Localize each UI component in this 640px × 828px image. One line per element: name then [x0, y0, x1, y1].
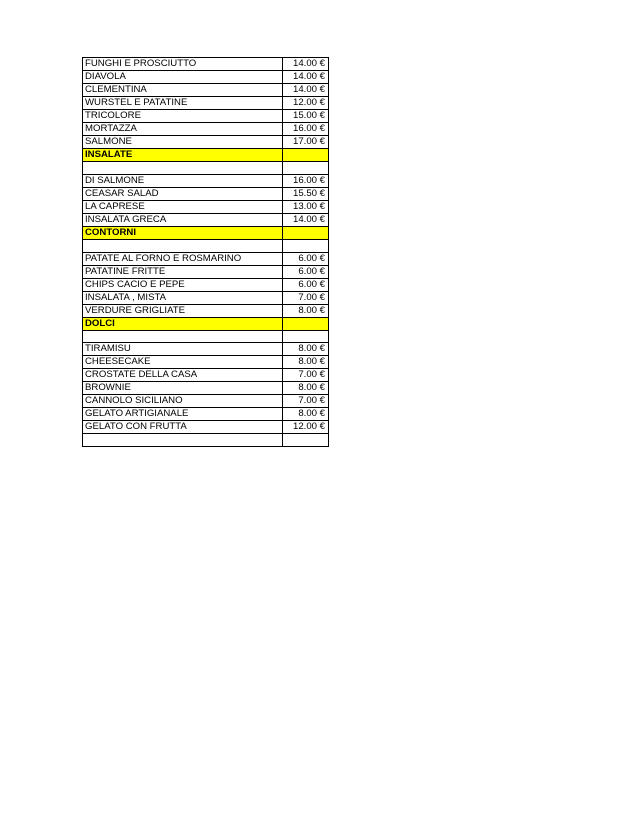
menu-item-price: 17.00 € [283, 136, 329, 149]
menu-item-name: PATATE AL FORNO E ROSMARINO [83, 252, 283, 265]
menu-item-name: GELATO CON FRUTTA [83, 421, 283, 434]
menu-item-name: BROWNIE [83, 382, 283, 395]
menu-item-price: 12.00 € [283, 421, 329, 434]
menu-item-row [83, 304, 329, 317]
menu-item-row [83, 395, 329, 408]
menu-item-price: 16.00 € [283, 174, 329, 187]
empty-row [83, 239, 329, 252]
menu-item-name: WURSTEL E PATATINE [83, 97, 283, 110]
empty-cell [83, 434, 283, 447]
menu-item-row [83, 421, 329, 434]
menu-item-row [83, 408, 329, 421]
menu-item-name: FUNGHI E PROSCIUTTO [83, 58, 283, 71]
menu-item-price: 7.00 € [283, 291, 329, 304]
empty-cell [283, 434, 329, 447]
empty-cell [83, 330, 283, 343]
menu-item-price: 7.00 € [283, 369, 329, 382]
menu-item-price: 14.00 € [283, 58, 329, 71]
empty-cell [283, 330, 329, 343]
menu-item-price: 8.00 € [283, 408, 329, 421]
menu-item-name: TIRAMISU [83, 343, 283, 356]
menu-item-name: SALMONE [83, 136, 283, 149]
menu-item-row [83, 252, 329, 265]
menu-item-row [83, 200, 329, 213]
menu-item-price: 8.00 € [283, 382, 329, 395]
menu-item-price: 6.00 € [283, 265, 329, 278]
menu-item-row [83, 382, 329, 395]
empty-row [83, 434, 329, 447]
empty-cell [283, 239, 329, 252]
empty-row [83, 330, 329, 343]
menu-item-price: 16.00 € [283, 123, 329, 136]
menu-item-row [83, 71, 329, 84]
menu-item-name: DI SALMONE [83, 174, 283, 187]
menu-item-row [83, 278, 329, 291]
menu-item-name: DIAVOLA [83, 71, 283, 84]
menu-item-row [83, 123, 329, 136]
menu-price-table [82, 57, 329, 447]
menu-item-name: INSALATA , MISTA [83, 291, 283, 304]
section-title: DOLCI [83, 317, 283, 330]
menu-item-price: 14.00 € [283, 84, 329, 97]
menu-item-name: VERDURE GRIGLIATE [83, 304, 283, 317]
menu-item-row [83, 174, 329, 187]
menu-item-price: 15.00 € [283, 110, 329, 123]
menu-item-row [83, 187, 329, 200]
menu-item-name: PATATINE FRITTE [83, 265, 283, 278]
menu-item-row [83, 343, 329, 356]
menu-item-name: CHEESECAKE [83, 356, 283, 369]
empty-row [83, 162, 329, 175]
section-header-row [83, 149, 329, 162]
menu-item-name: GELATO ARTIGIANALE [83, 408, 283, 421]
menu-item-name: CROSTATE DELLA CASA [83, 369, 283, 382]
menu-item-row [83, 136, 329, 149]
menu-item-price: 15.50 € [283, 187, 329, 200]
empty-cell [283, 162, 329, 175]
menu-item-name: CHIPS CACIO E PEPE [83, 278, 283, 291]
menu-item-price: 6.00 € [283, 278, 329, 291]
menu-table-body [83, 58, 329, 447]
section-title: INSALATE [83, 149, 283, 162]
menu-item-price: 6.00 € [283, 252, 329, 265]
section-header-empty-cell [283, 317, 329, 330]
menu-item-name: CLEMENTINA [83, 84, 283, 97]
section-header-empty-cell [283, 226, 329, 239]
menu-item-row [83, 356, 329, 369]
menu-item-price: 7.00 € [283, 395, 329, 408]
section-header-row [83, 226, 329, 239]
menu-item-name: CEASAR SALAD [83, 187, 283, 200]
empty-cell [83, 239, 283, 252]
section-header-empty-cell [283, 149, 329, 162]
menu-item-row [83, 369, 329, 382]
menu-item-name: TRICOLORE [83, 110, 283, 123]
menu-item-row [83, 291, 329, 304]
menu-item-row [83, 110, 329, 123]
menu-item-name: INSALATA GRECA [83, 213, 283, 226]
menu-item-row [83, 58, 329, 71]
menu-item-price: 14.00 € [283, 213, 329, 226]
section-header-row [83, 317, 329, 330]
menu-item-row [83, 84, 329, 97]
empty-cell [83, 162, 283, 175]
menu-item-name: LA CAPRESE [83, 200, 283, 213]
section-title: CONTORNI [83, 226, 283, 239]
menu-item-row [83, 265, 329, 278]
menu-item-price: 12.00 € [283, 97, 329, 110]
menu-item-name: MORTAZZA [83, 123, 283, 136]
menu-item-name: CANNOLO SICILIANO [83, 395, 283, 408]
menu-item-row [83, 213, 329, 226]
menu-item-price: 8.00 € [283, 304, 329, 317]
menu-item-row [83, 97, 329, 110]
menu-item-price: 8.00 € [283, 343, 329, 356]
menu-item-price: 14.00 € [283, 71, 329, 84]
menu-item-price: 8.00 € [283, 356, 329, 369]
menu-item-price: 13.00 € [283, 200, 329, 213]
